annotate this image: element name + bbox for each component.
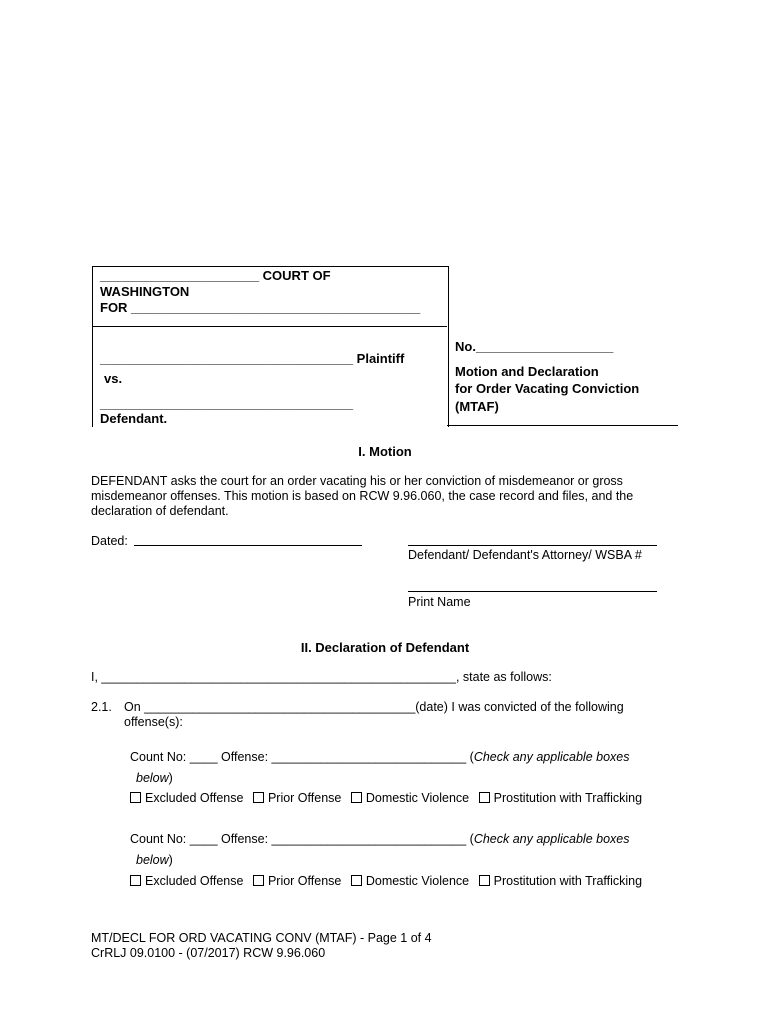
signature-label: Defendant/ Defendant's Attorney/ WSBA # <box>408 548 642 562</box>
count-2-trafficking-checkbox[interactable] <box>479 875 490 886</box>
document-title-line2: for Order Vacating Conviction <box>455 381 640 396</box>
count-2-below <box>136 853 173 868</box>
count-1-prior-checkbox[interactable] <box>253 792 264 803</box>
versus-label: vs. <box>104 371 123 386</box>
count-2-line <box>130 832 629 847</box>
count-1-excluded-label: Excluded Offense <box>145 791 244 805</box>
item-number: 2.1. <box>91 700 112 714</box>
count-1-close-paren: ) <box>168 771 173 785</box>
section-motion-heading: I. Motion <box>358 444 412 459</box>
count-1-check-note: Check any applicable boxes <box>473 750 630 764</box>
count-2-dv-label: Domestic Violence <box>365 874 470 888</box>
count-1-prior-label: Prior Offense <box>267 791 342 805</box>
dated-field-line[interactable] <box>134 545 362 546</box>
offenses-label: offense(s): <box>124 715 183 729</box>
defendant-label: Defendant. <box>100 411 168 426</box>
caption-bottom-rule <box>447 425 678 426</box>
section-declaration-heading: II. Declaration of Defendant <box>300 640 470 655</box>
dated-label: Dated: <box>91 534 128 548</box>
count-2-prior-checkbox[interactable] <box>253 875 264 886</box>
caption-divider <box>92 326 447 327</box>
count-2-excluded-checkbox[interactable] <box>130 875 141 886</box>
plaintiff-line: ___________________________________ Plaintiff <box>100 351 405 366</box>
declarant-line: I, ___________________________________________________, state as follows: <box>91 670 552 684</box>
court-line: ______________________ COURT OF <box>100 268 331 283</box>
motion-paragraph-line1: DEFENDANT asks the court for an order vacating his or her conviction of misdemeanor or gross <box>91 474 623 488</box>
count-2-prior-label: Prior Offense <box>267 874 342 888</box>
count-2-close-paren: ) <box>168 853 173 867</box>
print-name-field-line[interactable] <box>408 591 657 592</box>
footer-form-code: CrRLJ 09.0100 - (07/2017) RCW 9.96.060 <box>91 946 326 960</box>
document-title-line1: Motion and Declaration <box>455 364 599 379</box>
county-line: FOR ________________________________________ <box>100 300 421 315</box>
count-1-dv-label: Domestic Violence <box>365 791 470 805</box>
count-2-check-note: Check any applicable boxes <box>473 832 630 846</box>
count-1-checkbox-row <box>130 791 648 806</box>
count-1-below-text: below <box>136 771 169 785</box>
motion-paragraph-line2: misdemeanor offenses. This motion is based on RCW 9.96.060, the case record and files, and the <box>91 489 634 503</box>
count-2-dv-checkbox[interactable] <box>351 875 362 886</box>
print-name-label: Print Name <box>408 595 471 609</box>
count-1-dv-checkbox[interactable] <box>351 792 362 803</box>
state-name: WASHINGTON <box>100 284 190 299</box>
count-1-trafficking-label: Prostitution with Trafficking <box>493 791 643 805</box>
count-1-trafficking-checkbox[interactable] <box>479 792 490 803</box>
case-number: No.___________________ <box>455 339 614 354</box>
count-2-checkbox-row <box>130 874 648 889</box>
count-2-excluded-label: Excluded Offense <box>145 874 244 888</box>
signature-field-line[interactable] <box>408 545 657 546</box>
count-2-text: Count No: ____ Offense: ____________________________ ( <box>130 832 474 846</box>
conviction-date-line: On _______________________________________(date) I was convicted of the following <box>124 700 624 714</box>
motion-paragraph-line3: declaration of defendant. <box>91 504 229 518</box>
count-1-below <box>136 771 173 786</box>
defendant-line: ___________________________________ <box>100 396 354 411</box>
footer-form-title: MT/DECL FOR ORD VACATING CONV (MTAF) - Page 1 of 4 <box>91 931 432 945</box>
count-1-text: Count No: ____ Offense: ____________________________ ( <box>130 750 474 764</box>
count-2-trafficking-label: Prostitution with Trafficking <box>493 874 643 888</box>
count-2-below-text: below <box>136 853 169 867</box>
document-title-line3: (MTAF) <box>455 399 499 414</box>
count-1-line <box>130 750 629 765</box>
count-1-excluded-checkbox[interactable] <box>130 792 141 803</box>
